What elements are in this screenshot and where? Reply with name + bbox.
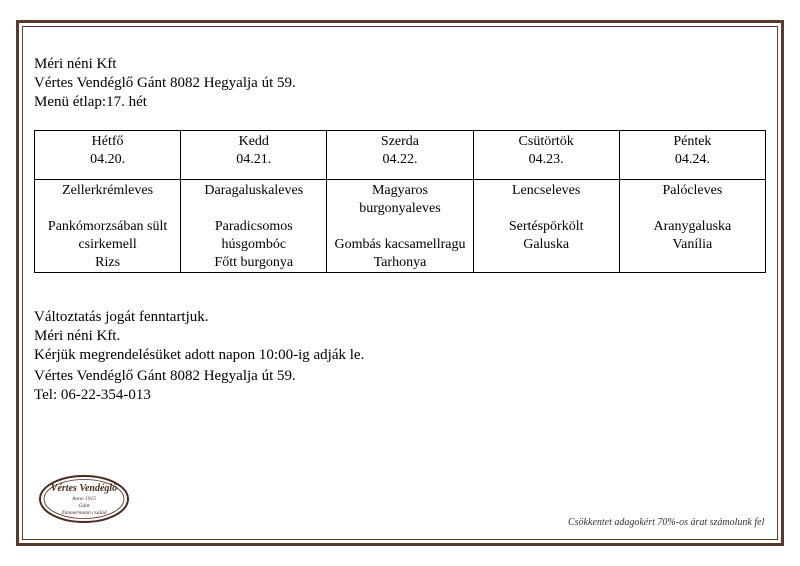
footer-phone: Tel: 06-22-354-013: [34, 387, 151, 403]
day-name: Péntek: [673, 134, 712, 149]
logo-town: Gánt: [78, 503, 90, 509]
logo-family: Zimmermann család: [61, 510, 107, 516]
day-date: 04.24.: [674, 152, 710, 167]
footer-block: [34, 308, 364, 405]
day-date: 04.20.: [90, 152, 126, 167]
day-name: Hétfő: [91, 134, 124, 149]
menu-item: Gombás kacsamellragu: [334, 237, 466, 252]
day-name: Csütörtök: [518, 134, 574, 149]
menu-item: Galuska: [523, 237, 570, 252]
menu-item: Aranygaluska: [653, 219, 732, 234]
menu-item: Tarhonya: [373, 255, 427, 270]
logo-year: Anno 1915: [72, 496, 96, 502]
day-name: Szerda: [380, 134, 420, 149]
menu-item: Lencseleves: [511, 183, 581, 198]
menu-cell-tuesday: [181, 180, 327, 273]
menu-spacer: [622, 200, 763, 218]
menu-item: Paradicsomos: [214, 219, 293, 234]
day-header-cell: [327, 131, 473, 180]
footer-company: Méri néni Kft.: [34, 328, 121, 344]
menu-cell-wednesday: [327, 180, 473, 273]
menu-item: Magyaros: [371, 183, 428, 198]
menu-item: burgonyaleves: [359, 201, 441, 216]
menu-item: Zellerkrémleves: [62, 183, 154, 198]
menu-spacer: [37, 200, 178, 218]
discount-note: Csökkentet adagokért 70%-os árat számolunk fel: [568, 517, 765, 528]
day-header-cell: [619, 131, 765, 180]
footer-address: Vértes Vendéglő Gánt 8082 Hegyalja út 59.: [34, 368, 296, 384]
menu-item: Vanília: [672, 237, 713, 252]
menu-items-row: [35, 180, 766, 273]
day-name: Kedd: [238, 134, 269, 149]
menu-item: Pankómorzsában sült: [47, 219, 168, 234]
restaurant-address: Vértes Vendéglő Gánt 8082 Hegyalja út 59.: [34, 75, 296, 91]
menu-cell-friday: [619, 180, 765, 273]
menu-item: Rizs: [95, 255, 121, 270]
menu-item: Daragaluskaleves: [204, 183, 304, 198]
header-block: [34, 55, 296, 112]
day-date: 04.21.: [236, 152, 272, 167]
day-date: 04.23.: [528, 152, 564, 167]
restaurant-logo: [38, 474, 130, 524]
footer-order-note: Kérjük megrendelésüket adott napon 10:00-ig adják le.: [34, 347, 365, 363]
day-date: 04.22.: [382, 152, 418, 167]
menu-item: Sertéspörkölt: [508, 219, 584, 234]
menu-item: Főtt burgonya: [214, 255, 294, 270]
menu-spacer: [329, 218, 470, 236]
day-header-row: [35, 131, 766, 180]
day-header-cell: [181, 131, 327, 180]
logo-title: Vértes Vendéglő: [50, 483, 118, 494]
weekly-menu-table: [34, 130, 766, 273]
day-header-cell: [35, 131, 181, 180]
menu-item: húsgombóc: [221, 237, 287, 252]
week-title: Menü étlap:17. hét: [34, 94, 147, 110]
footer-notice: Változtatás jogát fenntartjuk.: [34, 309, 209, 325]
company-name: Méri néni Kft: [34, 56, 117, 72]
menu-item: Palócleves: [662, 183, 723, 198]
menu-spacer: [183, 200, 324, 218]
day-header-cell: [473, 131, 619, 180]
menu-cell-monday: [35, 180, 181, 273]
menu-item: csirkemell: [78, 237, 137, 252]
menu-cell-thursday: [473, 180, 619, 273]
menu-spacer: [476, 200, 617, 218]
